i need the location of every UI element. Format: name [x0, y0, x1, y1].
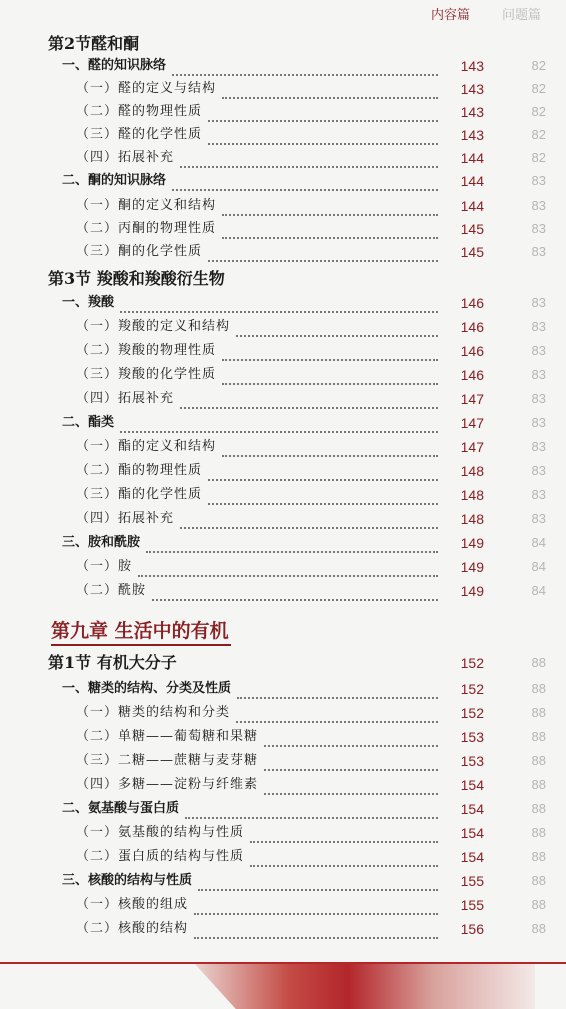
leader-dots	[264, 779, 438, 795]
content-page-number: 146	[460, 367, 484, 383]
leader-dots	[222, 223, 438, 239]
problem-page-number: 88	[531, 921, 546, 936]
leader-dots	[120, 297, 438, 313]
column-header	[0, 2, 566, 26]
problem-page-number: 88	[531, 753, 546, 768]
content-page-number: 145	[460, 244, 484, 260]
toc-title: 二、氨基酸与蛋白质	[62, 801, 180, 816]
problem-page-number: 88	[531, 801, 546, 816]
problem-page-number: 84	[531, 583, 546, 598]
problem-page-number: 83	[531, 221, 546, 236]
leader-dots	[250, 827, 438, 843]
leader-dots	[222, 83, 438, 99]
content-page-number: 146	[460, 295, 484, 311]
toc-title: （二）单糖——葡萄糖和果糖	[76, 729, 259, 744]
problem-page-number: 83	[531, 367, 546, 382]
toc-title: （二）醛的物理性质	[76, 104, 203, 119]
content-page-number: 154	[460, 777, 484, 793]
toc-row[interactable]	[0, 78, 566, 100]
toc-title: 一、糖类的结构、分类及性质	[62, 681, 232, 696]
leader-dots	[236, 707, 438, 723]
leader-dots	[208, 106, 438, 122]
problem-page-number: 82	[531, 58, 546, 73]
problem-page-number: 88	[531, 897, 546, 912]
content-page-number: 145	[460, 221, 484, 237]
chapter-underline	[51, 644, 231, 646]
leader-dots	[172, 60, 438, 76]
toc-title: （三）羧酸的化学性质	[76, 367, 217, 382]
problem-page-number: 88	[531, 655, 546, 670]
toc-section-row[interactable]	[0, 652, 566, 674]
content-page-number: 147	[460, 415, 484, 431]
problem-page-number: 83	[531, 439, 546, 454]
toc-title: （四）拓展补充	[76, 150, 175, 165]
toc-row[interactable]	[0, 580, 566, 602]
problem-page-number: 88	[531, 705, 546, 720]
toc-row[interactable]	[0, 532, 566, 554]
content-page-number: 153	[460, 729, 484, 745]
toc-title: （四）拓展补充	[76, 511, 175, 526]
problem-page-number: 88	[531, 729, 546, 744]
leader-dots	[208, 246, 438, 262]
toc-title: 第1节 有机大分子	[48, 653, 177, 672]
toc-row[interactable]	[0, 726, 566, 748]
toc-title: （一）氨基酸的结构与性质	[76, 825, 245, 840]
toc-row[interactable]	[0, 484, 566, 506]
leader-dots	[172, 175, 438, 191]
toc-row[interactable]	[0, 870, 566, 892]
toc-title: 一、羧酸	[62, 295, 115, 310]
toc-row[interactable]	[0, 218, 566, 240]
problem-page-number: 84	[531, 535, 546, 550]
toc-title: （三）酮的化学性质	[76, 244, 203, 259]
toc-row[interactable]	[0, 364, 566, 386]
leader-dots	[222, 441, 438, 457]
leader-dots	[236, 321, 438, 337]
content-page-number: 146	[460, 319, 484, 335]
toc-title: 二、酯类	[62, 415, 115, 430]
content-page-number: 154	[460, 825, 484, 841]
content-page-number: 144	[460, 198, 484, 214]
problem-page-number: 83	[531, 295, 546, 310]
toc-row[interactable]	[0, 195, 566, 217]
toc-title: 第2节醛和酮	[48, 34, 140, 53]
content-page-number: 146	[460, 343, 484, 359]
problem-page-number: 82	[531, 104, 546, 119]
problem-page-number: 88	[531, 825, 546, 840]
toc-row[interactable]	[0, 316, 566, 338]
toc-title: （一）羧酸的定义和结构	[76, 319, 231, 334]
toc-row[interactable]	[0, 412, 566, 434]
toc-title: （四）拓展补充	[76, 391, 175, 406]
problem-page-number: 83	[531, 343, 546, 358]
problem-page-number: 88	[531, 681, 546, 696]
toc-title: （一）糖类的结构和分类	[76, 705, 231, 720]
toc-title: 三、核酸的结构与性质	[62, 873, 193, 888]
footer-decoration	[0, 964, 566, 1009]
content-page-number: 155	[460, 873, 484, 889]
problem-page-number: 83	[531, 198, 546, 213]
toc-row[interactable]	[0, 750, 566, 772]
problem-page-number: 83	[531, 173, 546, 188]
toc-row[interactable]	[0, 556, 566, 578]
leader-dots	[180, 513, 438, 529]
toc-row[interactable]	[0, 124, 566, 146]
chapter-heading[interactable]	[0, 618, 566, 640]
content-page-number: 152	[460, 681, 484, 697]
content-page-number: 147	[460, 391, 484, 407]
toc-title: （一）酮的定义和结构	[76, 198, 217, 213]
toc-title: （一）核酸的组成	[76, 897, 189, 912]
leader-dots	[185, 803, 438, 819]
toc-title: （一）胺	[76, 559, 133, 574]
toc-row[interactable]	[0, 55, 566, 77]
leader-dots	[264, 731, 438, 747]
content-page-number: 156	[460, 921, 484, 937]
toc-title: （二）酯的物理性质	[76, 463, 203, 478]
problem-page-number: 82	[531, 150, 546, 165]
toc-row[interactable]	[0, 678, 566, 700]
toc-title: （一）醛的定义与结构	[76, 81, 217, 96]
leader-dots	[208, 465, 438, 481]
toc-row[interactable]	[0, 918, 566, 940]
content-page-number: 143	[460, 81, 484, 97]
toc-row[interactable]	[0, 508, 566, 530]
leader-dots	[138, 561, 438, 577]
toc-row[interactable]	[0, 147, 566, 169]
leader-dots	[264, 755, 438, 771]
problem-page-number: 83	[531, 244, 546, 259]
toc-title: （二）蛋白质的结构与性质	[76, 849, 245, 864]
leader-dots	[180, 152, 438, 168]
problem-page-number: 83	[531, 463, 546, 478]
leader-dots	[250, 851, 438, 867]
toc-title: （二）核酸的结构	[76, 921, 189, 936]
content-page-number: 149	[460, 535, 484, 551]
toc-title: 一、醛的知识脉络	[62, 58, 167, 73]
toc-section-row[interactable]	[0, 268, 566, 290]
problem-column-label: 问题篇	[502, 8, 542, 23]
toc-row[interactable]	[0, 340, 566, 362]
leader-dots	[208, 129, 438, 145]
leader-dots	[120, 417, 438, 433]
toc-title: 二、酮的知识脉络	[62, 173, 167, 188]
leader-dots	[222, 369, 438, 385]
content-page-number: 148	[460, 463, 484, 479]
toc-title: （二）丙酮的物理性质	[76, 221, 217, 236]
leader-dots	[152, 585, 438, 601]
content-page-number: 143	[460, 127, 484, 143]
content-page-number: 152	[460, 655, 484, 671]
toc-row[interactable]	[0, 846, 566, 868]
problem-page-number: 83	[531, 511, 546, 526]
content-page-number: 154	[460, 801, 484, 817]
content-page-number: 148	[460, 511, 484, 527]
content-page-number: 144	[460, 150, 484, 166]
toc-row[interactable]	[0, 436, 566, 458]
toc-title: 三、胺和酰胺	[62, 535, 141, 550]
toc-title: 第3节 羧酸和羧酸衍生物	[48, 269, 225, 288]
leader-dots	[194, 923, 438, 939]
toc-section-row[interactable]	[0, 33, 566, 55]
toc-row[interactable]	[0, 241, 566, 263]
toc-title: （三）酯的化学性质	[76, 487, 203, 502]
toc-row[interactable]	[0, 702, 566, 724]
content-column-label: 内容篇	[431, 8, 471, 23]
leader-dots	[222, 200, 438, 216]
content-page-number: 153	[460, 753, 484, 769]
toc-title: （二）羧酸的物理性质	[76, 343, 217, 358]
toc-title: 第九章 生活中的有机	[51, 620, 229, 642]
problem-page-number: 88	[531, 849, 546, 864]
content-page-number: 143	[460, 58, 484, 74]
problem-page-number: 82	[531, 81, 546, 96]
problem-page-number: 82	[531, 127, 546, 142]
leader-dots	[198, 875, 438, 891]
problem-page-number: 88	[531, 777, 546, 792]
content-page-number: 152	[460, 705, 484, 721]
leader-dots	[146, 537, 438, 553]
toc-row[interactable]	[0, 292, 566, 314]
problem-page-number: 88	[531, 873, 546, 888]
content-page-number: 154	[460, 849, 484, 865]
content-page-number: 155	[460, 897, 484, 913]
toc-title: （三）醛的化学性质	[76, 127, 203, 142]
toc-row[interactable]	[0, 894, 566, 916]
toc-row[interactable]	[0, 774, 566, 796]
leader-dots	[222, 345, 438, 361]
problem-page-number: 84	[531, 559, 546, 574]
leader-dots	[208, 489, 438, 505]
problem-page-number: 83	[531, 487, 546, 502]
problem-page-number: 83	[531, 319, 546, 334]
toc-row[interactable]	[0, 170, 566, 192]
content-page-number: 143	[460, 104, 484, 120]
content-page-number: 149	[460, 583, 484, 599]
toc-title: （二）酰胺	[76, 583, 147, 598]
content-page-number: 148	[460, 487, 484, 503]
toc-row[interactable]	[0, 101, 566, 123]
toc-row[interactable]	[0, 460, 566, 482]
problem-page-number: 83	[531, 391, 546, 406]
leader-dots	[237, 683, 438, 699]
toc-row[interactable]	[0, 388, 566, 410]
toc-row[interactable]	[0, 822, 566, 844]
toc-row[interactable]	[0, 798, 566, 820]
problem-page-number: 83	[531, 415, 546, 430]
toc-title: （一）酯的定义和结构	[76, 439, 217, 454]
content-page-number: 149	[460, 559, 484, 575]
leader-dots	[194, 899, 438, 915]
content-page-number: 144	[460, 173, 484, 189]
toc-title: （四）多糖——淀粉与纤维素	[76, 777, 259, 792]
leader-dots	[180, 393, 438, 409]
content-page-number: 147	[460, 439, 484, 455]
toc-title: （三）二糖——蔗糖与麦芽糖	[76, 753, 259, 768]
